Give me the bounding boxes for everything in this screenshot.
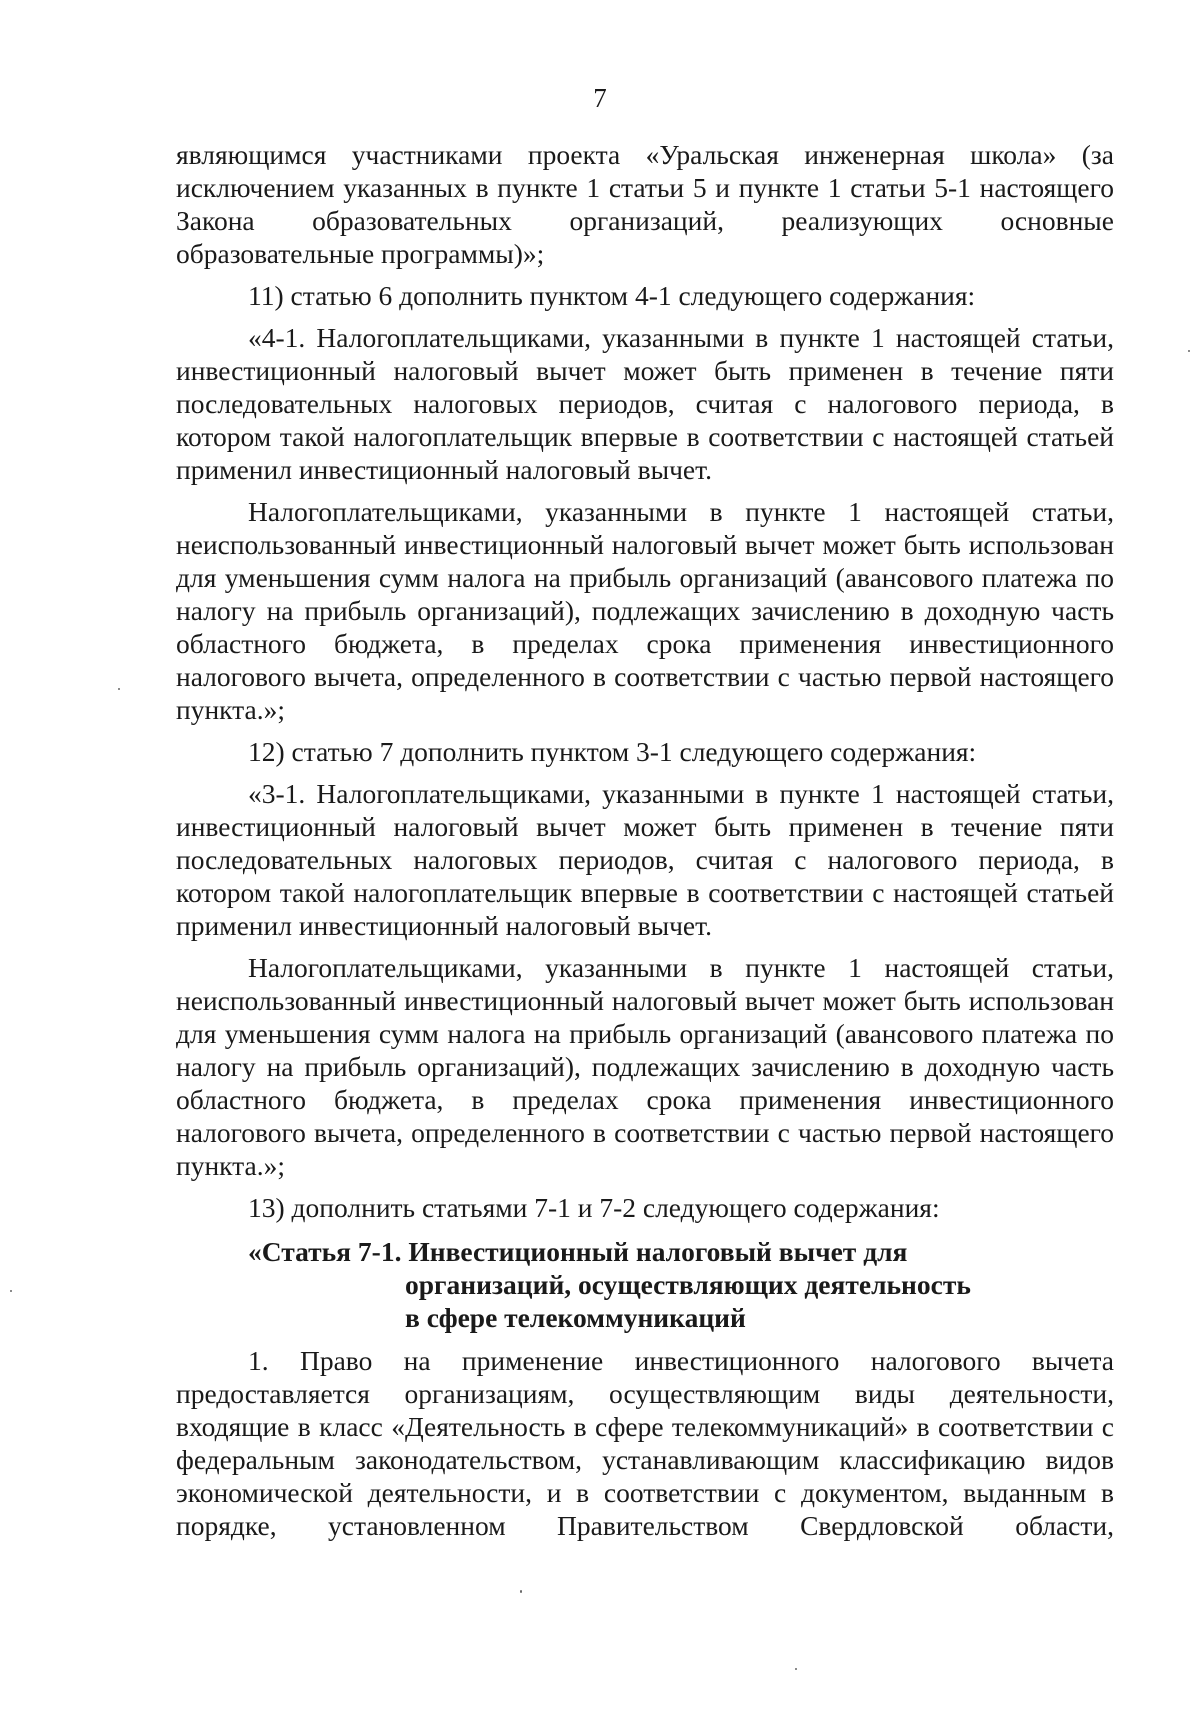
scan-speck <box>795 1668 797 1670</box>
paragraph-continuation: являющимся участниками проекта «Уральская инженерная школа» (за исключением указанных в пункте 1 статьи 5 и пункте 1 статьи 5-1 настоящего Закона образовательных организаций, реализующих основные образовательные программы)»; <box>176 139 1114 269</box>
scan-speck <box>118 688 120 690</box>
amendment-item-13: 13) дополнить статьями 7-1 и 7-2 следующего содержания: <box>248 1192 940 1223</box>
amendment-item-12: 12) статью 7 дополнить пунктом 3-1 следующего содержания: <box>248 736 977 767</box>
document-body <box>176 138 1114 1542</box>
article-heading-line-3: в сфере телекоммуникаций <box>405 1302 746 1333</box>
clause-3-1-part-1: «3-1. Налогоплательщиками, указанными в пункте 1 настоящей статьи, инвестиционный налоговый вычет может быть применен в течение пяти последовательных налоговых периодов, считая с налогового периода, в котором такой налогоплательщик впервые в соответствии с настоящей статьей применил инвестиционный налоговый вычет. <box>176 778 1114 941</box>
scan-speck <box>10 1290 12 1292</box>
page-number: 7 <box>593 83 607 113</box>
amendment-item-11: 11) статью 6 дополнить пунктом 4-1 следующего содержания: <box>248 280 976 311</box>
article-heading-line-2: организаций, осуществляющих деятельность <box>405 1269 971 1300</box>
scan-speck <box>1188 350 1190 352</box>
article-heading-line-1: «Статья 7-1. Инвестиционный налоговый вычет для <box>248 1236 908 1267</box>
scan-speck <box>520 1590 522 1593</box>
clause-4-1-part-1: «4-1. Налогоплательщиками, указанными в пункте 1 настоящей статьи, инвестиционный налоговый вычет может быть применен в течение пяти последовательных налоговых периодов, считая с налогового периода, в котором такой налогоплательщик впервые в соответствии с настоящей статьей применил инвестиционный налоговый вычет. <box>176 322 1114 485</box>
clause-3-1-part-2: Налогоплательщиками, указанными в пункте 1 настоящей статьи, неиспользованный инвестиционный налоговый вычет может быть использован для уменьшения сумм налога на прибыль организаций (авансового платежа по налогу на прибыль организаций), подлежащих зачислению в доходную часть областного бюджета, в пределах срока применения инвестиционного налогового вычета, определенного в соответствии с частью первой настоящего пункта.»; <box>176 952 1114 1181</box>
article-7-1-heading <box>248 1235 1114 1334</box>
clause-4-1-part-2: Налогоплательщиками, указанными в пункте 1 настоящей статьи, неиспользованный инвестиционный налоговый вычет может быть использован для уменьшения сумм налога на прибыль организаций (авансового платежа по налогу на прибыль организаций), подлежащих зачислению в доходную часть областного бюджета, в пределах срока применения инвестиционного налогового вычета, определенного в соответствии с частью первой настоящего пункта.»; <box>176 496 1114 725</box>
article-7-1-point-1: 1. Право на применение инвестиционного налогового вычета предоставляется организациям, осуществляющим виды деятельности, входящие в класс «Деятельность в сфере телекоммуникаций» в соответствии с федеральным законодательством, устанавливающим классификацию видов экономической деятельности, и в соответствии с документом, выданным в порядке, установленном Правительством Свердловской области, <box>176 1345 1114 1541</box>
